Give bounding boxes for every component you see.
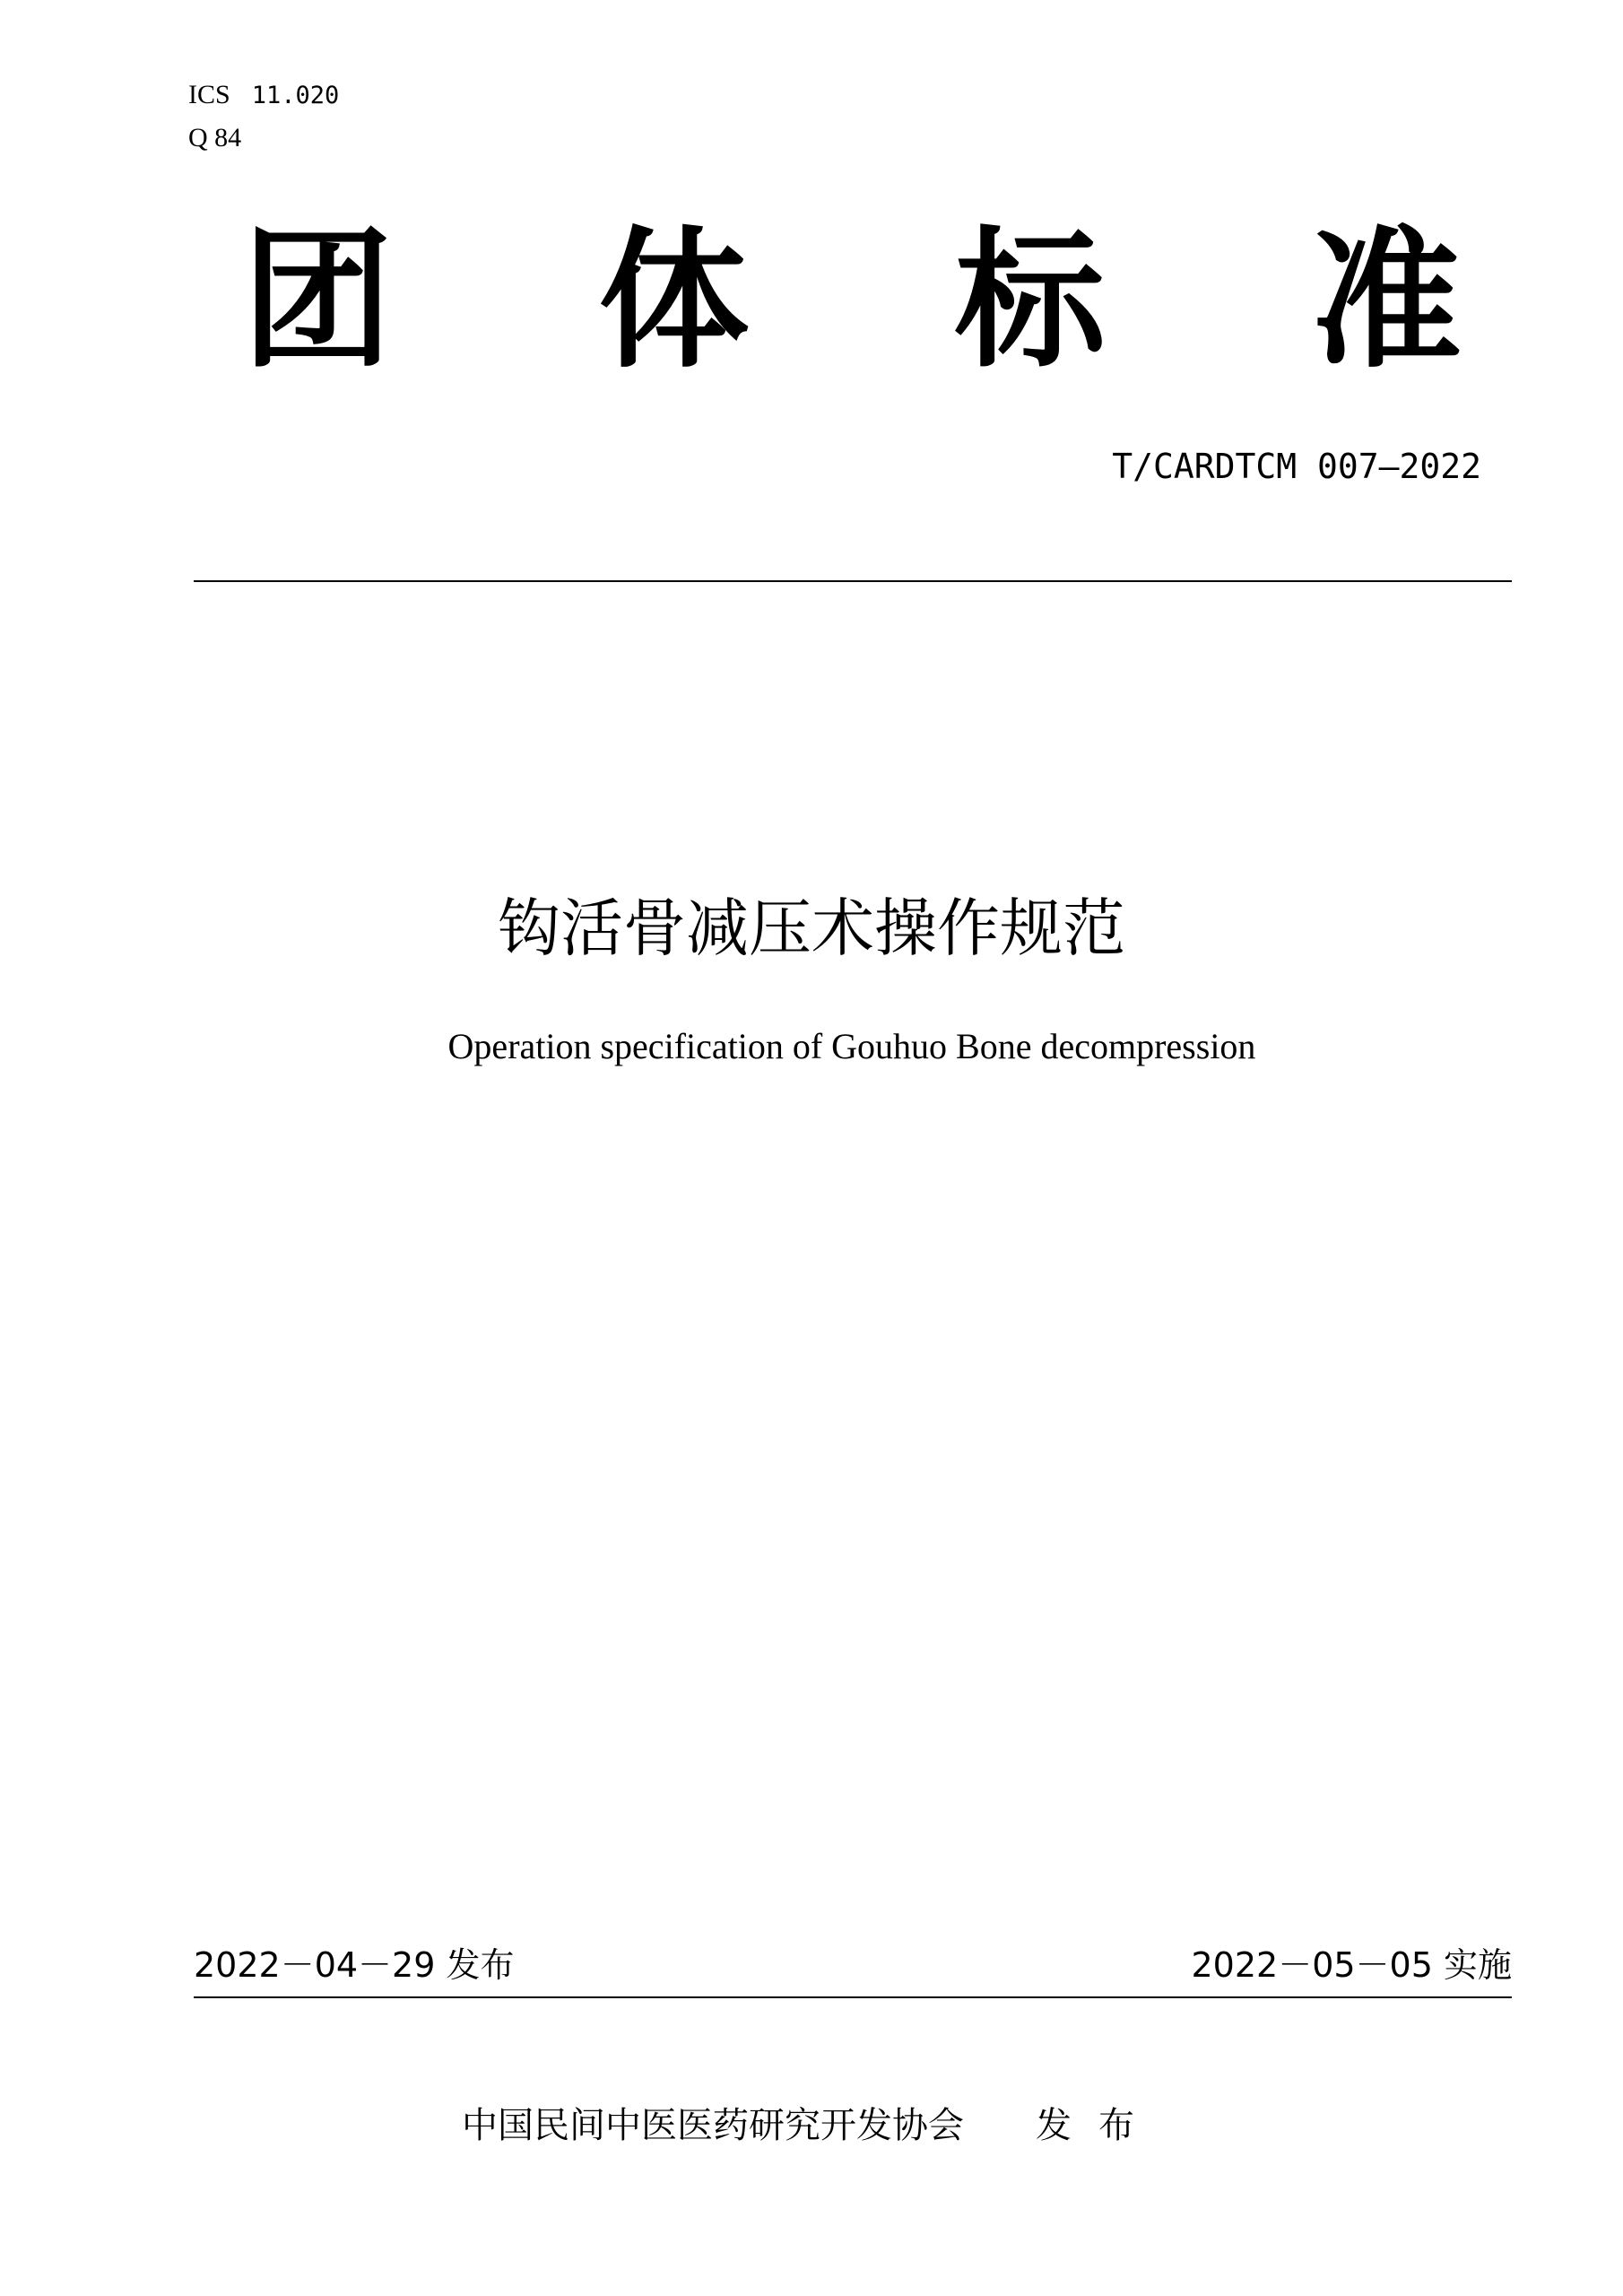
ics-label: ICS [188, 80, 230, 109]
heading-char-3: 标 [954, 213, 1106, 388]
document-title-en: Operation specification of Gouhuo Bone decompression [447, 1026, 1256, 1066]
implementation-date: 2022－05－05 实施 [1191, 1945, 1512, 1985]
heading-char-4: 准 [1310, 213, 1462, 388]
publish-action: 发布 [1036, 2105, 1161, 2146]
publisher-line [0, 2103, 1623, 2148]
document-title-cn: 钩活骨减压术操作规范 [498, 891, 1125, 965]
bottom-divider [194, 1996, 1512, 1998]
issue-date: 2022－04－29 发布 [194, 1945, 515, 1985]
ics-line [188, 79, 339, 112]
classification-code: Q 84 [188, 123, 242, 152]
heading-char-1: 团 [242, 213, 393, 388]
publisher-organization: 中国民间中医医药研究开发协会 [462, 2105, 964, 2146]
standard-type-heading [242, 215, 1462, 386]
top-divider [194, 580, 1512, 582]
heading-char-2: 体 [598, 213, 750, 388]
ics-code: 11.020 [251, 82, 340, 109]
standard-number: T/CARDTCM 007—2022 [1112, 447, 1481, 486]
